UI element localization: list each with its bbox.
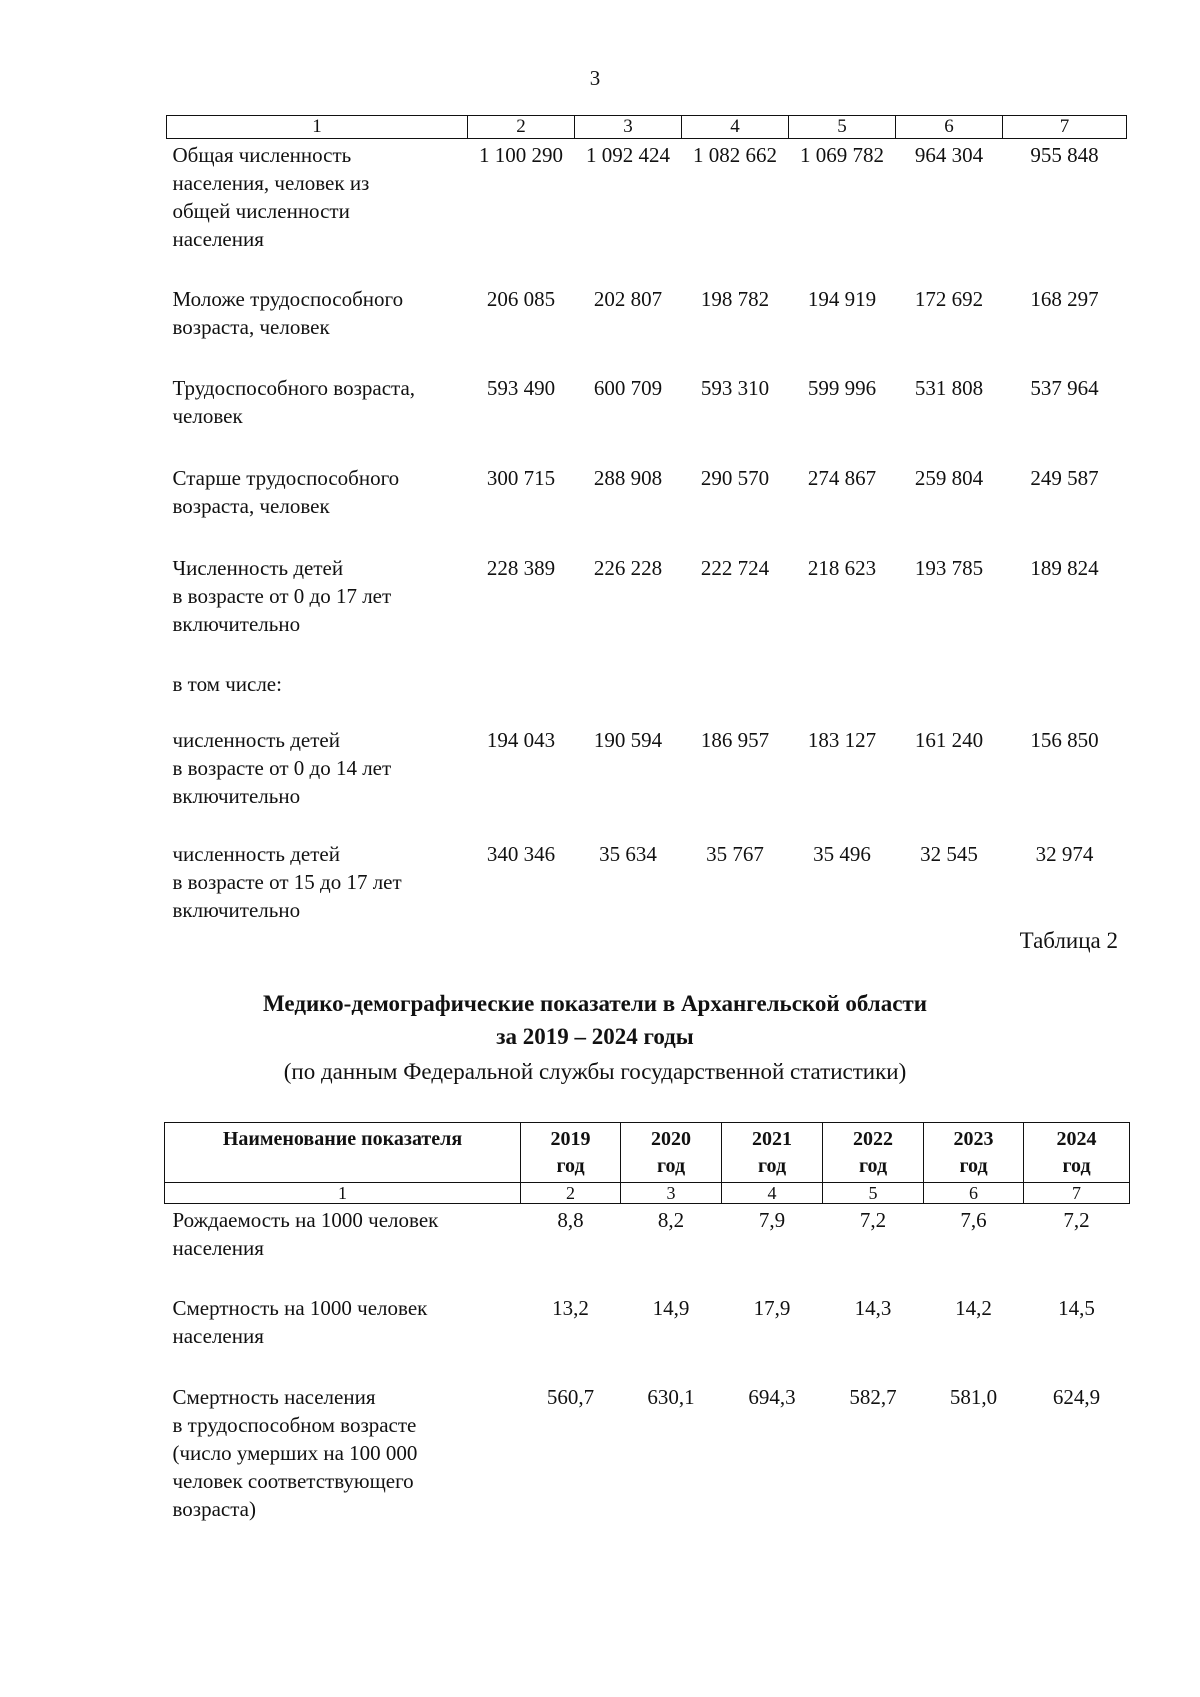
- cell-value: 1 082 662: [693, 143, 777, 167]
- table-row: [167, 552, 1127, 668]
- table-subtitle: (по данным Федеральной службы государственной статистики): [283, 1059, 907, 1084]
- cell-value: 599 996: [807, 376, 877, 400]
- row-label-line: включительно: [172, 784, 301, 808]
- table-row: [167, 668, 1127, 724]
- cell-value: 630,1: [647, 1385, 695, 1409]
- row-label-line: возраста): [172, 1497, 256, 1521]
- header-row: [165, 1123, 1130, 1183]
- row-label-line: возраста, человек: [172, 315, 330, 339]
- cell-value: 290 570: [700, 466, 770, 490]
- row-label-line: Старше трудоспособного: [172, 466, 400, 490]
- cell-value: 156 850: [1030, 728, 1099, 752]
- row-label: [165, 1292, 521, 1381]
- header-indicator-name: Наименование показателя: [165, 1123, 521, 1183]
- table-row: [165, 1381, 1130, 1533]
- cell-value: [789, 668, 896, 724]
- cell-value: 35 496: [813, 842, 871, 866]
- cell-value: 537 964: [1030, 376, 1099, 400]
- table-caption: Таблица 2: [1019, 928, 1118, 953]
- cell-value: 172 692: [914, 287, 984, 311]
- column-number: 6: [896, 116, 1003, 139]
- cell-value: 593 490: [486, 376, 556, 400]
- cell-value: 228 389: [486, 556, 556, 580]
- cell-value: 14,2: [955, 1296, 992, 1320]
- header-year: 2022 год: [823, 1123, 924, 1183]
- row-label: [167, 724, 468, 838]
- column-number: 4: [722, 1183, 823, 1204]
- cell-value: 8,2: [657, 1208, 685, 1232]
- cell-value: 582,7: [849, 1385, 897, 1409]
- population-table: [166, 115, 1127, 956]
- table-row: [167, 462, 1127, 552]
- row-label: [167, 552, 468, 668]
- column-number: 4: [682, 116, 789, 139]
- column-number: 7: [1003, 116, 1127, 139]
- cell-value: 1 100 290: [479, 143, 563, 167]
- cell-value: 274 867: [807, 466, 877, 490]
- cell-value: 560,7: [546, 1385, 595, 1409]
- medical-demographic-table: [164, 1122, 1130, 1533]
- row-label-line: Трудоспособного возраста,: [172, 376, 416, 400]
- cell-value: [1003, 668, 1127, 724]
- table-title: Медико-демографические показатели в Архангельской области: [263, 991, 927, 1016]
- cell-value: 168 297: [1030, 287, 1099, 311]
- cell-value: 14,3: [854, 1296, 892, 1320]
- row-label-line: населения: [172, 1236, 264, 1260]
- table-row: [165, 1204, 1130, 1293]
- row-label: [165, 1204, 521, 1293]
- cell-value: 32 545: [920, 842, 978, 866]
- row-label-line: Моложе трудоспособного: [172, 287, 404, 311]
- row-label: [167, 283, 468, 372]
- cell-value: 17,9: [753, 1296, 791, 1320]
- row-label-line: возраста, человек: [172, 494, 330, 518]
- row-label: [165, 1381, 521, 1533]
- cell-value: 694,3: [748, 1385, 796, 1409]
- row-label-line: Рождаемость на 1000 человек: [172, 1208, 439, 1232]
- cell-value: 1 069 782: [800, 143, 884, 167]
- cell-value: 190 594: [593, 728, 663, 752]
- header-year: 2020 год: [621, 1123, 722, 1183]
- row-label-line: (число умерших на 100 000: [172, 1441, 418, 1465]
- column-number: 6: [924, 1183, 1024, 1204]
- cell-value: 955 848: [1030, 143, 1099, 167]
- cell-value: 7,2: [1063, 1208, 1090, 1232]
- column-number: 3: [621, 1183, 722, 1204]
- cell-value: 218 623: [807, 556, 877, 580]
- table-row: [167, 724, 1127, 838]
- row-label-line: населения: [172, 227, 264, 251]
- table-row: [165, 1292, 1130, 1381]
- row-label-line: человек: [172, 404, 243, 428]
- column-number: 7: [1024, 1183, 1130, 1204]
- column-number: 5: [823, 1183, 924, 1204]
- row-label-line: Смертность населения: [172, 1385, 376, 1409]
- header-year: 2021 год: [722, 1123, 823, 1183]
- row-label-line: включительно: [172, 898, 301, 922]
- cell-value: 202 807: [593, 287, 663, 311]
- cell-value: 186 957: [700, 728, 770, 752]
- cell-value: [896, 668, 1003, 724]
- cell-value: 531 808: [914, 376, 984, 400]
- column-number-row: [167, 116, 1127, 139]
- cell-value: 35 634: [599, 842, 657, 866]
- cell-value: 161 240: [914, 728, 984, 752]
- cell-value: 288 908: [593, 466, 663, 490]
- row-label-line: общей численности: [172, 199, 350, 223]
- table-title-years: за 2019 – 2024 годы: [496, 1024, 694, 1049]
- cell-value: 222 724: [700, 556, 770, 580]
- row-label-line: включительно: [172, 612, 301, 636]
- cell-value: 249 587: [1030, 466, 1099, 490]
- cell-value: 194 919: [807, 287, 877, 311]
- cell-value: 1 092 424: [586, 143, 670, 167]
- cell-value: 206 085: [486, 287, 556, 311]
- row-label-line: в трудоспособном возрасте: [172, 1413, 417, 1437]
- cell-value: 194 043: [486, 728, 556, 752]
- row-label-line: в возрасте от 15 до 17 лет: [172, 870, 402, 894]
- column-number: 3: [575, 116, 682, 139]
- page-number: 3: [589, 66, 601, 90]
- cell-value: 8,8: [557, 1208, 584, 1232]
- cell-value: 300 715: [486, 466, 556, 490]
- cell-value: 14,9: [652, 1296, 690, 1320]
- cell-value: 340 346: [486, 842, 556, 866]
- cell-value: [682, 668, 789, 724]
- row-label-line: в том числе:: [172, 672, 282, 696]
- row-label-line: Смертность на 1000 человек: [172, 1296, 428, 1320]
- column-number: 5: [789, 116, 896, 139]
- cell-value: 14,5: [1058, 1296, 1095, 1320]
- row-label: [167, 462, 468, 552]
- cell-value: 593 310: [700, 376, 770, 400]
- cell-value: 7,2: [859, 1208, 887, 1232]
- header-year: 2023 год: [924, 1123, 1024, 1183]
- cell-value: 183 127: [807, 728, 877, 752]
- column-number: 2: [468, 116, 575, 139]
- row-label-line: численность детей: [172, 728, 340, 752]
- cell-value: 189 824: [1030, 556, 1099, 580]
- header-year: 2024 год: [1024, 1123, 1130, 1183]
- row-label-line: Численность детей: [172, 556, 344, 580]
- column-number: 1: [167, 116, 468, 139]
- row-label: [167, 668, 468, 724]
- cell-value: 581,0: [949, 1385, 998, 1409]
- table-row: [167, 139, 1127, 284]
- cell-value: 7,6: [960, 1208, 987, 1232]
- cell-value: 13,2: [552, 1296, 589, 1320]
- row-label-line: численность детей: [172, 842, 340, 866]
- row-label-line: Общая численность: [172, 143, 352, 167]
- cell-value: [575, 668, 682, 724]
- row-label-line: человек соответствующего: [172, 1469, 414, 1493]
- cell-value: [468, 668, 575, 724]
- row-label-line: в возрасте от 0 до 17 лет: [172, 584, 392, 608]
- cell-value: 193 785: [914, 556, 984, 580]
- cell-value: 7,9: [758, 1208, 786, 1232]
- header-year: 2019 год: [521, 1123, 621, 1183]
- cell-value: 600 709: [593, 376, 663, 400]
- cell-value: 198 782: [700, 287, 770, 311]
- cell-value: 964 304: [914, 143, 984, 167]
- table-row: [167, 283, 1127, 372]
- row-label-line: населения, человек из: [172, 171, 370, 195]
- column-number-row: [165, 1183, 1130, 1204]
- cell-value: 32 974: [1035, 842, 1094, 866]
- table-row: [167, 838, 1127, 956]
- cell-value: 624,9: [1052, 1385, 1101, 1409]
- column-number: 2: [521, 1183, 621, 1204]
- row-label-line: населения: [172, 1324, 264, 1348]
- column-number: 1: [165, 1183, 521, 1204]
- cell-value: 259 804: [914, 466, 984, 490]
- cell-value: 35 767: [706, 842, 764, 866]
- row-label: [167, 838, 468, 956]
- row-label-line: в возрасте от 0 до 14 лет: [172, 756, 392, 780]
- row-label: [167, 139, 468, 284]
- table-row: [167, 372, 1127, 462]
- row-label: [167, 372, 468, 462]
- cell-value: 226 228: [593, 556, 663, 580]
